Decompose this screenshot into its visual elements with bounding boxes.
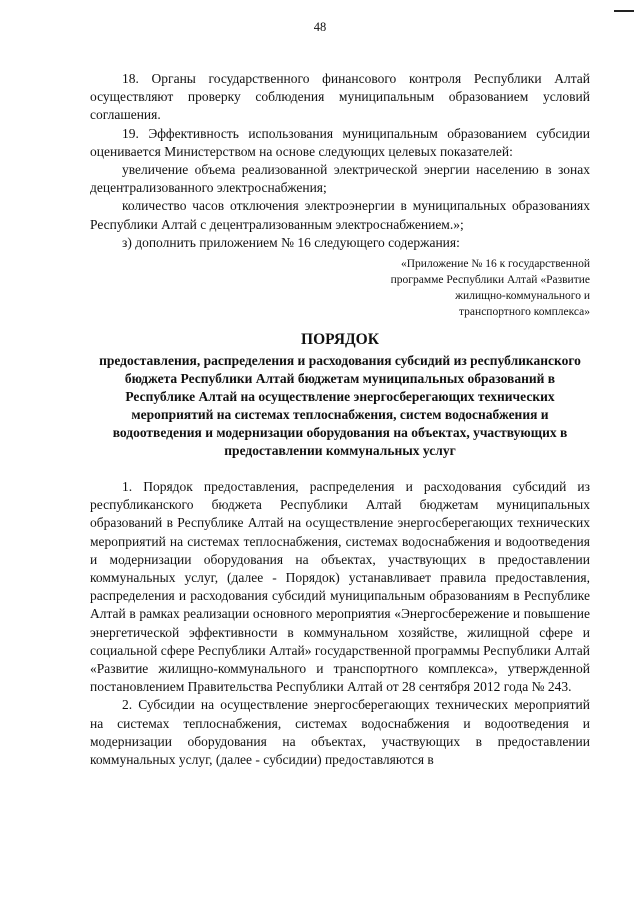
appendix-note: «Приложение № 16 к государственной программе Республики Алтай «Развитие жилищно-коммунального и транспортного комплекса» [390,258,590,319]
document-subtitle: предоставления, распределения и расходования субсидий из республиканского бюджета Республики Алтай бюджетам муниципальных образований в Республике Алтай на осуществление энергосберегающих технических мероприятий на системах теплоснабжения, систем водоснабжения и водоотведения и модернизации оборудования на объектах, участвующих в предоставлении коммунальных услуг [99,353,581,459]
document-title: ПОРЯДОК [301,331,379,349]
document-body [90,70,590,769]
paragraph-2: 2. Субсидии на осуществление энергосберегающих технических мероприятий на системах теплоснабжения, системах водоснабжения и водоотведения и модернизации оборудования на объектах, участвующих в предоставлении коммунальных услуг, (далее - субсидии) предоставляются в [90,697,590,768]
page-number: 48 [313,20,327,34]
amendment-z: з) дополнить приложением № 16 следующего содержания: [122,234,460,250]
paragraph-18: 18. Органы государственного финансового контроля Республики Алтай осуществляют проверку соблюдения муниципальным образованием условий соглашения. [90,71,590,123]
indicator-1: увеличение объема реализованной электрической энергии населению в зонах децентрализованного электроснабжения; [90,162,590,196]
paragraph-1: 1. Порядок предоставления, распределения и расходования субсидий из республиканского бюджета Республики Алтай бюджетам муниципальных образований в Республике Алтай на осуществление энергосберегающих технических мероприятий на системах теплоснабжения, системах водоснабжения и водоотведения и модернизации оборудования на объектах, участвующих в предоставлении коммунальных услуг, (далее - Порядок) устанавливает правила предоставления, распределения и расходования субсидий муниципальным образованиям в Республике Алтай в рамках реализации основного мероприятия «Энергосбережение и повышение энергетической эффективности в коммунальном хозяйстве, жилищной сфере и социальной сфере Республики Алтай» государственной программы Республики Алтай «Развитие жилищно-коммунального и транспортного комплекса», утвержденной постановлением Правительства Республики Алтай от 28 сентября 2012 года № 243. [90,479,590,695]
indicator-2: количество часов отключения электроэнергии в муниципальных образованиях Республики Алтай с децентрализованным электроснабжением.»; [90,198,590,232]
corner-mark [614,10,634,12]
paragraph-19: 19. Эффективность использования муниципальным образованием субсидии оценивается Министерством на основе следующих целевых показателей: [90,125,590,159]
